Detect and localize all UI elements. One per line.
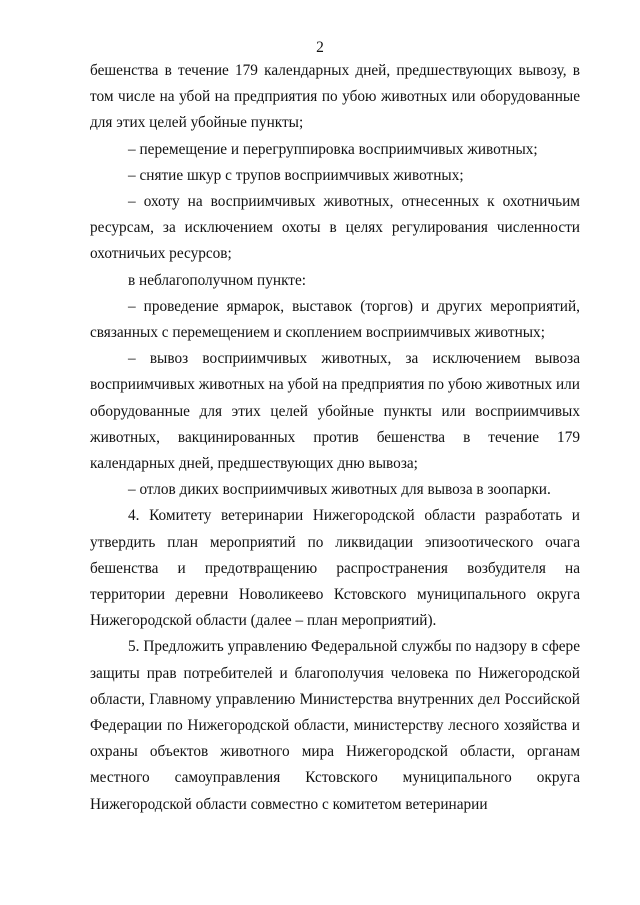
list-item-hunting: – охоту на восприимчивых животных, отнесенных к охотничьим ресурсам, за исключением охоты в целях регулирования численности охотничьих ресурсов; [90, 193, 580, 263]
list-item-regrouping: – перемещение и перегруппировка восприимчивых животных; [128, 140, 538, 158]
page-number: 2 [316, 39, 324, 56]
clause-4: 4. Комитету ветеринарии Нижегородской области разработать и утвердить план мероприятий по ликвидации эпизоотического очага бешенства и предотвращению распространения возбудителя на территории деревни Новоликеево Кстовского муниципального округа Нижегородской области (далее – план мероприятий). [90, 507, 580, 630]
list-item-capture: – отлов диких восприимчивых животных для вывоза в зоопарки. [128, 481, 551, 499]
paragraph-continuation: бешенства в течение 179 календарных дней, предшествующих вывозу, в том числе на убой на предприятия по убою животных или оборудованные для этих целей убойные пункты; [90, 62, 580, 132]
document-body [90, 58, 580, 818]
list-item-fairs: – проведение ярмарок, выставок (торгов) и других мероприятий, связанных с перемещением и скоплением восприимчивых животных; [90, 297, 580, 342]
clause-5: 5. Предложить управлению Федеральной службы по надзору в сфере защиты прав потребителей и благополучия человека по Нижегородской области, Главному управлению Министерства внутренних дел Российской Федерации по Нижегородской области, министерству лесного хозяйства и охраны объектов животного мира Нижегородской области, органам местного самоуправления Кстовского муниципального округа Нижегородской области совместно с комитетом ветеринарии [90, 638, 580, 813]
list-item-skinning: – снятие шкур с трупов восприимчивых животных; [128, 166, 464, 184]
section-heading-unfavorable-area: в неблагополучном пункте: [128, 271, 307, 289]
list-item-export: – вывоз восприимчивых животных, за исключением вывоза восприимчивых животных на убой на предприятия по убою животных или оборудованные для этих целей убойные пункты или восприимчивых животных, вакцинированных против бешенства в течение 179 календарных дней, предшествующих дню вывоза; [90, 350, 580, 473]
